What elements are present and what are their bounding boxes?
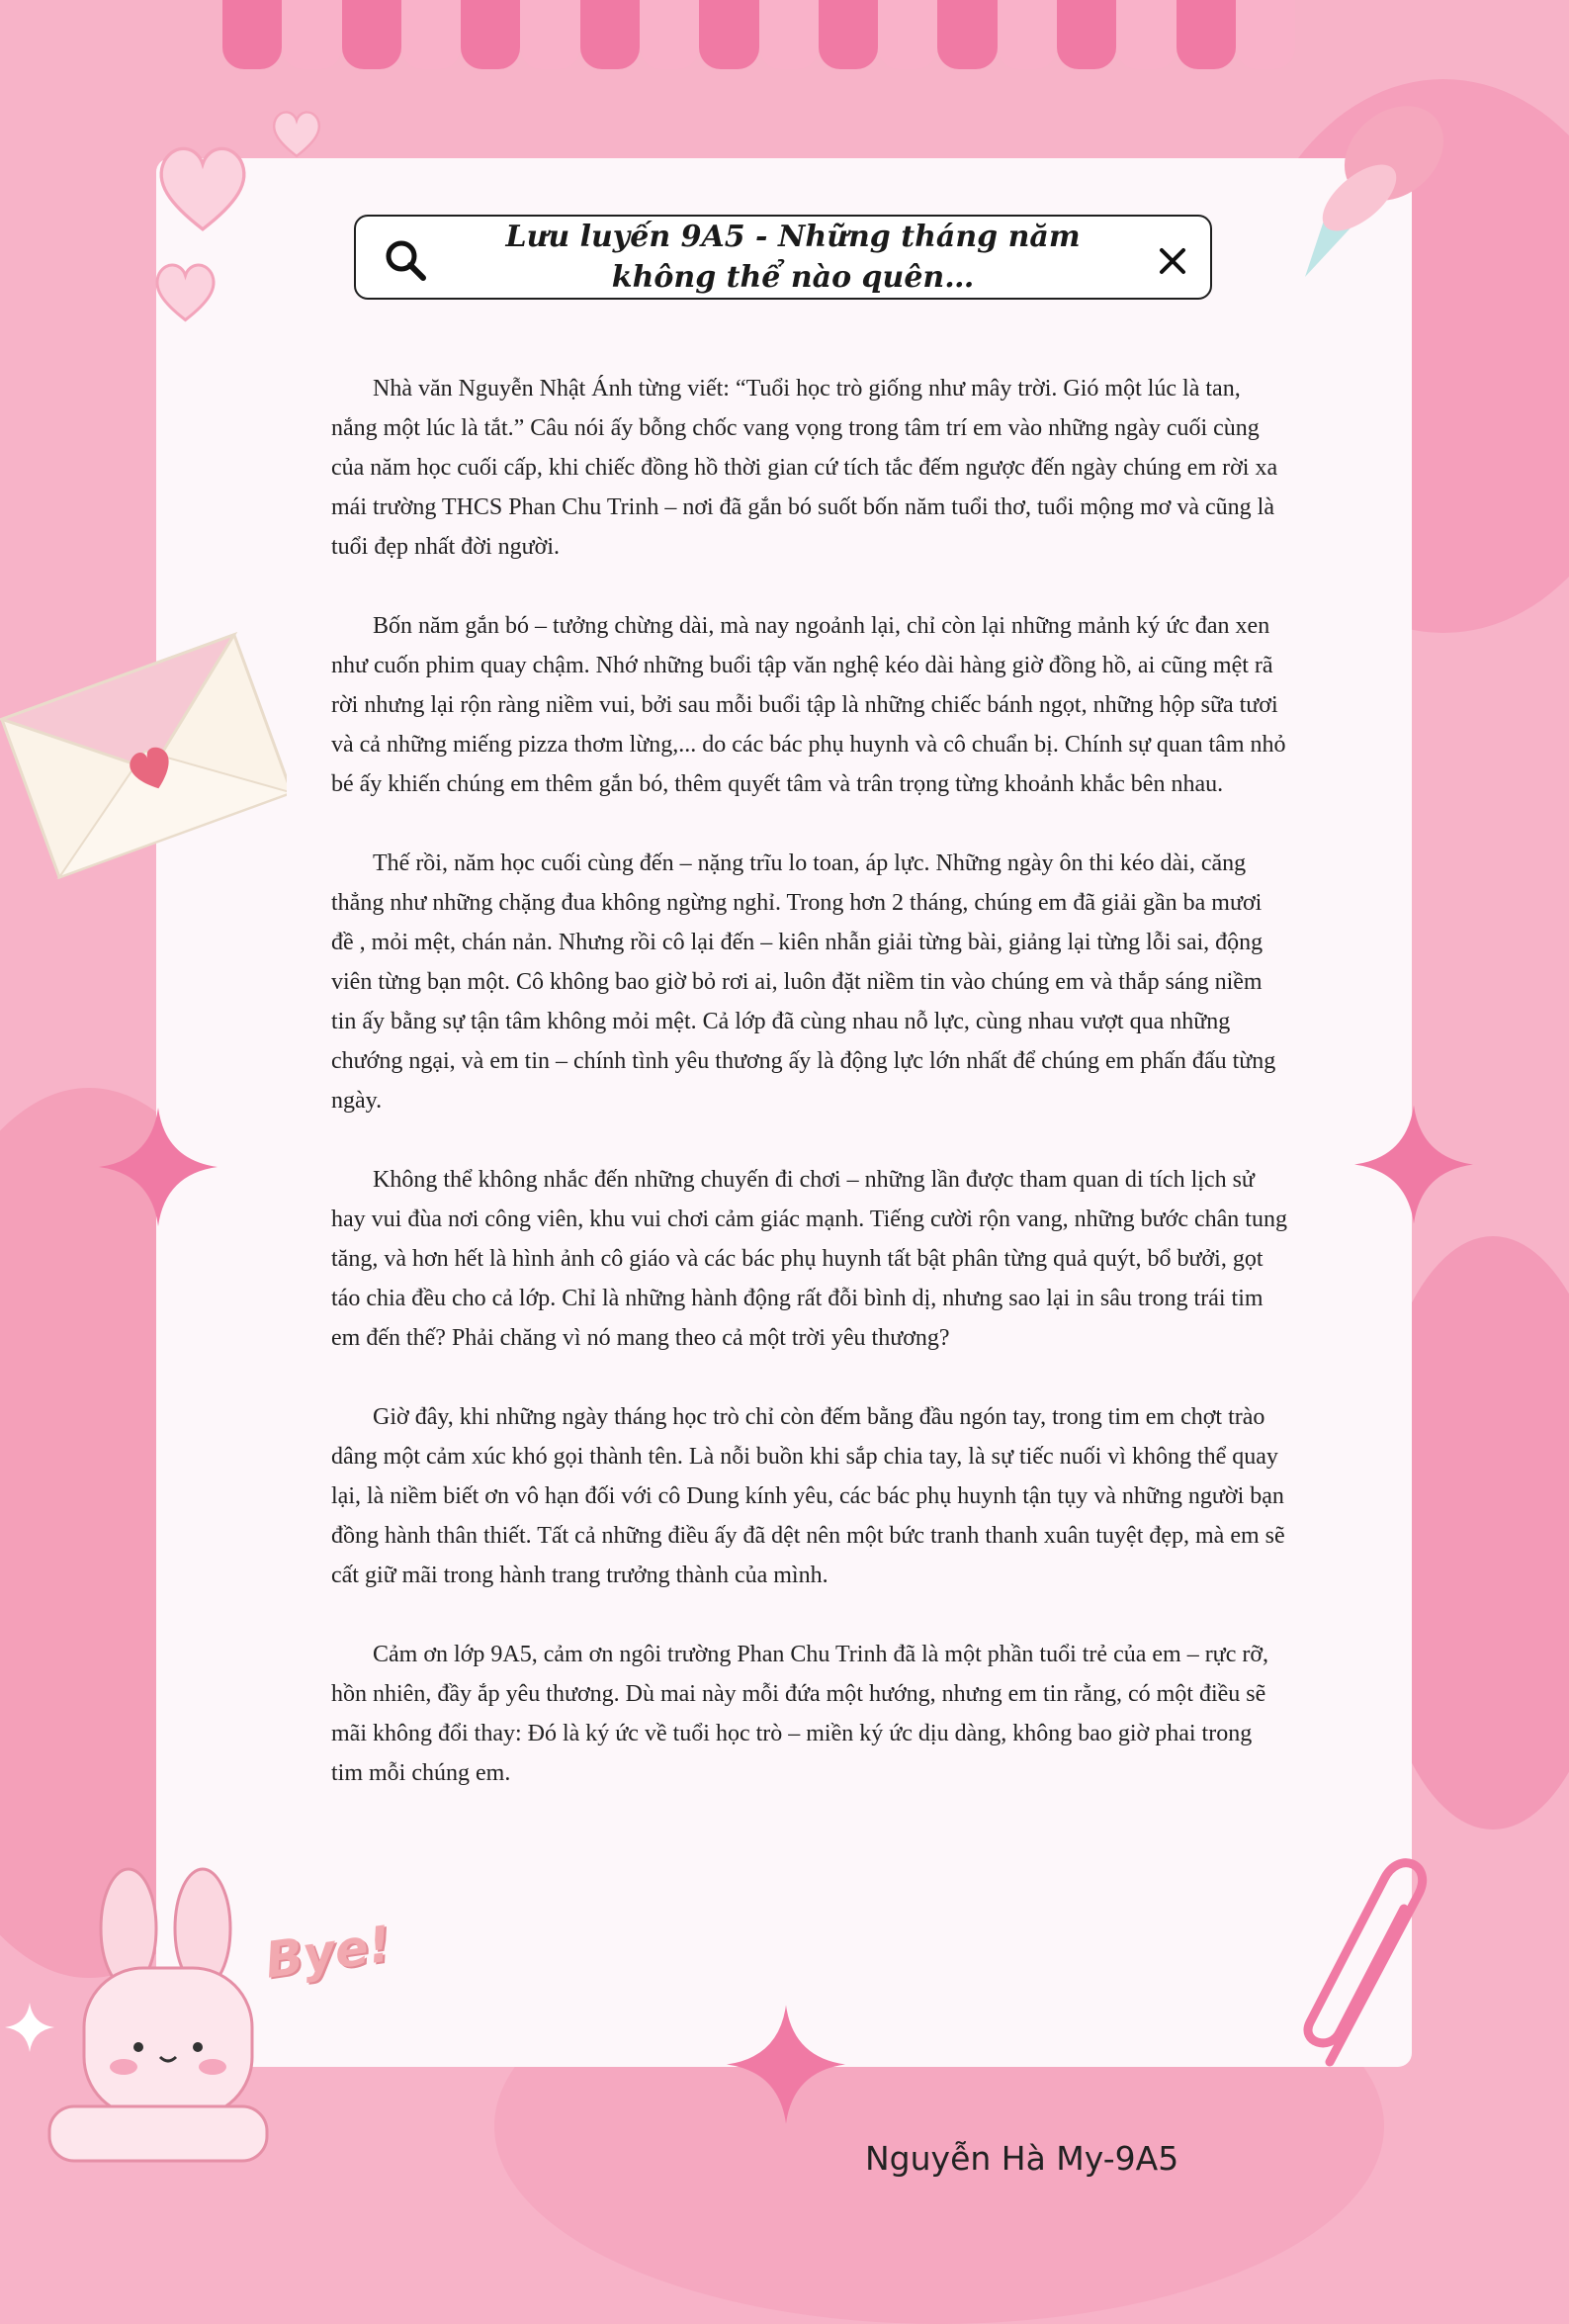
paragraph: Thế rồi, năm học cuối cùng đến – nặng trĩu lo toan, áp lực. Những ngày ôn thi kéo dài, căng thẳng như những chặng đua không ngừng nghỉ. Trong hơn 2 tháng, chúng em đã giải gần ba mươi đề , mỏi mệt, chán nản. Nhưng rồi cô lại đến – kiên nhẫn giải từng bài, giảng lại từng lỗi sai, động viên từng bạn một. Cô không bao giờ bỏ rơi ai, luôn đặt niềm tin vào chúng em và thắp sáng niềm tin ấy bằng sự tận tâm không mỏi mệt. Cả lớp đã cùng nhau nỗ lực, cùng nhau vượt qua những chướng ngại, và em tin – chính tình yêu thương ấy là động lực lớn nhất để chúng em phấn đấu từng ngày. (331, 850, 1276, 1114)
sparkle-icon (727, 2003, 845, 2126)
search-icon[interactable] (382, 236, 429, 284)
heart-icon (267, 94, 326, 173)
paperclip-icon (1290, 1854, 1448, 2082)
sparkle-icon (1354, 1103, 1473, 1226)
bunny-sticker-icon (30, 1859, 297, 2166)
heart-icon (148, 252, 222, 331)
paragraph: Nhà văn Nguyễn Nhật Ánh từng viết: “Tuổi học trò giống như mây trời. Gió một lúc là tan, nắng một lúc là tắt.” Câu nói ấy bỗng chốc vang vọng trong tâm trí em vào những ngày cuối cùng của năm học cuối cấp, khi chiếc đồng hồ thời gian cứ tích tắc đếm ngược đến ngày chúng em rời xa mái trường THCS Phan Chu Trinh – nơi đã gắn bó suốt bốn năm tuổi thơ, tuổi mộng mơ và cũng là tuổi đẹp nhất đời người. (331, 376, 1278, 560)
page-title-line-1: Lưu luyến 9A5 - Những tháng năm (505, 220, 1081, 254)
envelope-icon (0, 603, 287, 890)
page-title (455, 217, 1131, 298)
heart-icon (148, 129, 257, 247)
author-signature: Nguyễn Hà My-9A5 (865, 2139, 1179, 2178)
sparkle-icon (99, 1108, 218, 1226)
paragraph: Giờ đây, khi những ngày tháng học trò chỉ còn đếm bằng đầu ngón tay, trong tim em chợt trào dâng một cảm xúc khó gọi thành tên. Là nỗi buồn khi sắp chia tay, là sự tiếc nuối vì không thể quay lại, là niềm biết ơn vô hạn đối với cô Dung kính yêu, các bác phụ huynh tận tụy và những người bạn đồng hành thân thiết. Tất cả những điều ấy đã dệt nên một bức tranh thanh xuân tuyệt đẹp, mà em sẽ cất giữ mãi trong hành trang trưởng thành của mình. (331, 1404, 1285, 1588)
bye-sticker-text: Bye! (261, 1915, 394, 1990)
paragraph: Không thể không nhắc đến những chuyến đi chơi – những lần được tham quan di tích lịch sử hay vui đùa nơi công viên, khu vui chơi cảm giác mạnh. Tiếng cười rộn vang, những bước chân tung tăng, và hơn hết là hình ảnh cô giáo và các bác phụ huynh tất bật phân từng quả quýt, bổ bưởi, gọt táo chia đều cho cả lớp. Chỉ là những hành động rất đỗi bình dị, nhưng sao lại in sâu trong trái tim em đến thế? Phải chăng vì nó mang theo cả một trời yêu thương? (331, 1167, 1287, 1351)
close-icon[interactable] (1153, 236, 1192, 282)
paragraph: Bốn năm gắn bó – tưởng chừng dài, mà nay ngoảnh lại, chỉ còn lại những mảnh ký ức đan xen như cuốn phim quay chậm. Nhớ những buổi tập văn nghệ kéo dài hàng giờ đồng hồ, ai cũng mệt rã rời nhưng lại rộn ràng niềm vui, bởi sau mỗi buổi tập là những chiếc bánh ngọt, những hộp sữa tươi và cả những miếng pizza thơm lừng,... do các bác phụ huynh và cô chuẩn bị. Chính sự quan tâm nhỏ bé ấy khiến chúng em thêm gắn bó, thêm quyết tâm và trân trọng từng khoảnh khắc bên nhau. (331, 613, 1286, 797)
page-title-line-2: không thể nào quên… (611, 260, 975, 295)
push-pin-icon (1285, 69, 1473, 287)
paragraph: Cảm ơn lớp 9A5, cảm ơn ngôi trường Phan Chu Trinh đã là một phần tuổi trẻ của em – rực rỡ, hồn nhiên, đầy ắp yêu thương. Dù mai này mỗi đứa một hướng, nhưng em tin rằng, có một điều sẽ mãi không đổi thay: Đó là ký ức về tuổi học trò – miền ký ức dịu dàng, không bao giờ phai trong tim mỗi chúng em. (331, 1642, 1269, 1786)
essay-body (331, 369, 1288, 1832)
title-search-bar (354, 215, 1212, 300)
awning-decoration (222, 0, 1295, 94)
